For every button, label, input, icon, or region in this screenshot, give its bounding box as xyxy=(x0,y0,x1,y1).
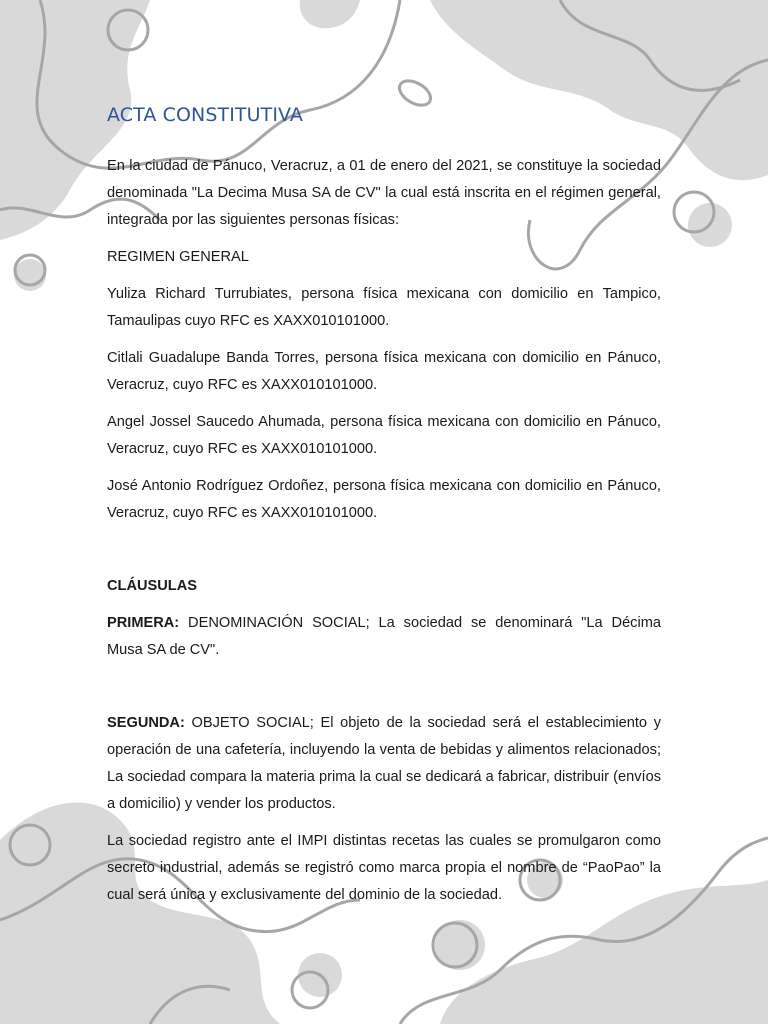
member-paragraph: José Antonio Rodríguez Ordoñez, persona física mexicana con domicilio en Pánuco, Veracruz, cuyo RFC es XAXX010101000. xyxy=(107,478,661,521)
document-title: ACTA CONSTITUTIVA xyxy=(107,104,304,126)
clause-primera xyxy=(107,610,661,664)
clause-segunda-extra: La sociedad registro ante el IMPI distintas recetas las cuales se promulgaron como secreto industrial, además se registró como marca propia el nombre de “PaoPao” la cual será única y exclusivamente del dominio de la sociedad. xyxy=(107,833,661,903)
regime-heading: REGIMEN GENERAL xyxy=(107,249,249,265)
top-mid-blob xyxy=(300,0,360,28)
clause-segunda xyxy=(107,710,661,818)
clause-segunda-text: OBJETO SOCIAL; El objeto de la sociedad será el establecimiento y operación de una cafetería, incluyendo la venta de bebidas y alimentos relacionados; La sociedad compara la materia prima la cual se dedicará a fabricar, distribuir (envíos a domicilio) y vender los productos. xyxy=(107,715,661,812)
document-body xyxy=(107,104,661,919)
member-paragraph: Citlali Guadalupe Banda Torres, persona física mexicana con domicilio en Pánuco, Veracruz, cuyo RFC es XAXX010101000. xyxy=(107,350,661,393)
clause-segunda-label: SEGUNDA: xyxy=(107,715,185,731)
clause-primera-label: PRIMERA: xyxy=(107,615,180,631)
member-paragraph: Yuliza Richard Turrubiates, persona física mexicana con domicilio en Tampico, Tamaulipas cuyo RFC es XAXX010101000. xyxy=(107,286,661,329)
member-paragraph: Angel Jossel Saucedo Ahumada, persona física mexicana con domicilio en Pánuco, Veracruz, cuyo RFC es XAXX010101000. xyxy=(107,414,661,457)
clauses-heading: CLÁUSULAS xyxy=(107,578,197,594)
clause-primera-text: DENOMINACIÓN SOCIAL; La sociedad se denominará "La Décima Musa SA de CV". xyxy=(107,615,661,658)
intro-paragraph: En la ciudad de Pánuco, Veracruz, a 01 de enero del 2021, se constituye la sociedad denominada "La Decima Musa SA de CV" la cual está inscrita en el régimen general, integrada por las siguientes personas físicas: xyxy=(107,158,661,228)
